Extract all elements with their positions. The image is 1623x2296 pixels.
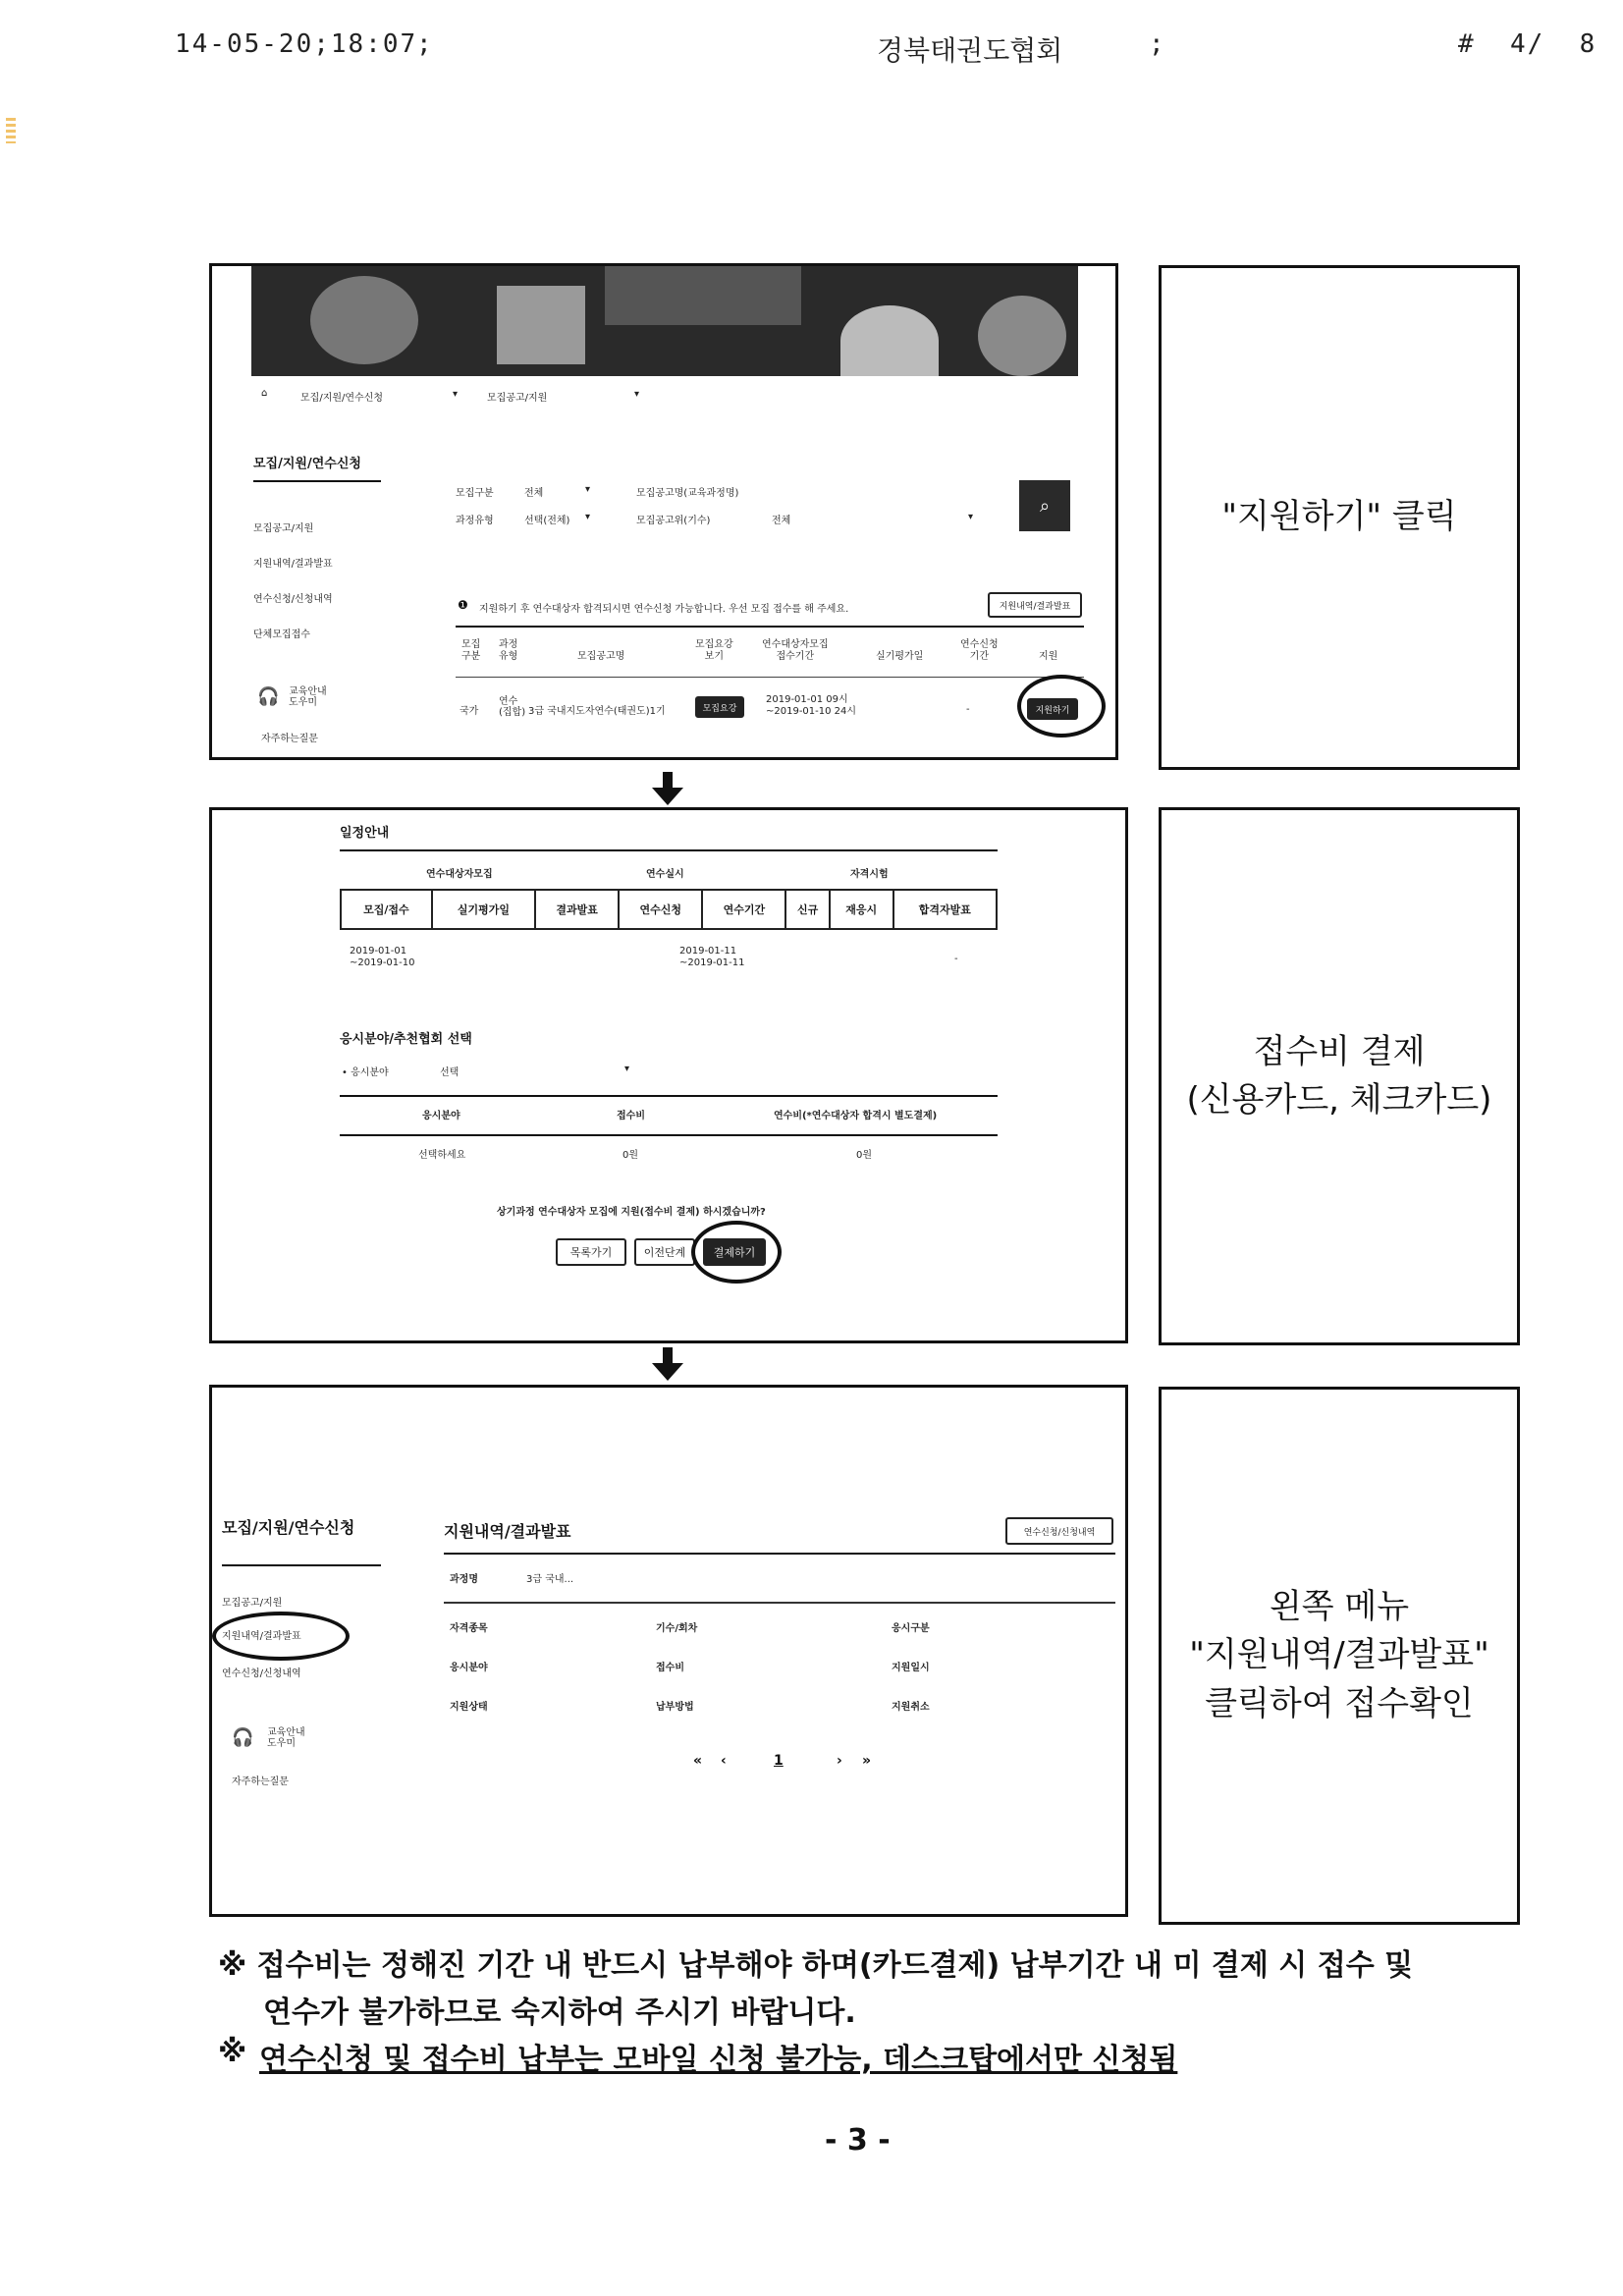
scan-edge-mark: [6, 118, 16, 143]
fee-header: 응시분야: [422, 1111, 460, 1121]
select-label: • 응시분야: [342, 1067, 389, 1078]
filter-label: 과정유형: [456, 516, 494, 526]
chevron-down-icon: ▾: [968, 512, 974, 522]
pager-last[interactable]: »: [862, 1753, 872, 1769]
fax-timestamp: 14-05-20;18:07: [175, 29, 418, 59]
schedule-title: 일정안내: [340, 826, 390, 841]
schedule-col: 재응시: [830, 890, 893, 929]
search-icon: ⌕: [1039, 495, 1051, 517]
table-header: 지원: [1039, 651, 1058, 662]
course-rule: [444, 1602, 1115, 1604]
filter-label: 모집공고위(기수): [636, 516, 711, 526]
sidebar-item-group[interactable]: 단체모집접수: [253, 629, 310, 640]
table-header: 모집요강 보기: [695, 639, 733, 662]
schedule-col: 합격자발표: [893, 890, 997, 929]
table-header: 실기평가일: [876, 651, 924, 662]
row-course-name[interactable]: 3급 국내지도자연수(태권도)1기: [528, 706, 666, 717]
table-header: 연수대상자모집 접수기간: [762, 639, 829, 662]
fee-value: 0원: [622, 1150, 639, 1161]
sidebar-divider: [253, 480, 381, 482]
page-title: 지원내역/결과발표: [444, 1522, 571, 1541]
footer-note-line3: 연수신청 및 접수비 납부는 모바일 신청 불가능, 데스크탑에서만 신청됨: [259, 2043, 1178, 2077]
list-button[interactable]: 목록가기: [556, 1238, 626, 1266]
pager-next[interactable]: ›: [837, 1753, 842, 1769]
field-label: 접수비: [656, 1663, 684, 1673]
section-title: 응시분야/추천협회 선택: [340, 1032, 472, 1047]
table-header: 모집공고명: [577, 651, 625, 662]
row-period: 2019-01-01 09시 ~2019-01-10 24시: [766, 694, 857, 717]
step3-note-text: 왼쪽 메뉴 "지원내역/결과발표" 클릭하여 접수확인: [1189, 1587, 1489, 1723]
footer-note-line2: 연수가 불가하므로 숙지하여 주시기 바랍니다.: [263, 1995, 856, 2030]
sidebar-title: 모집/지원/연수신청: [253, 457, 361, 471]
row-course-type: 연수 (집합): [499, 696, 526, 718]
chevron-down-icon: ▾: [624, 1064, 630, 1074]
step3-note: [1159, 1387, 1520, 1925]
fee-header: 연수비(*연수대상자 합격시 별도결제): [774, 1111, 938, 1121]
apply-button[interactable]: 지원하기: [1027, 698, 1078, 720]
step2-note: [1159, 807, 1520, 1345]
footer-note-mark: ※: [218, 2035, 247, 2069]
fax-separator: ;: [416, 29, 434, 59]
schedule-col: 연수기간: [702, 890, 785, 929]
sidebar-item-history[interactable]: 지원내역/결과발표: [253, 559, 333, 570]
field-label: 과정명: [450, 1574, 478, 1585]
help-label[interactable]: 교육안내 도우미: [289, 686, 327, 708]
step2-screenshot: [209, 807, 1128, 1343]
filter-select[interactable]: 전체: [524, 488, 544, 499]
pay-button[interactable]: 결제하기: [703, 1238, 766, 1266]
recruit-dates: 2019-01-01 ~2019-01-10: [350, 946, 415, 968]
table-header-rule: [456, 677, 1084, 678]
faq-link[interactable]: 자주하는질문: [232, 1777, 289, 1787]
schedule-table: [340, 889, 998, 930]
table-header: 모집 구분: [461, 639, 481, 662]
page-number: - 3 -: [825, 2123, 891, 2158]
banner-image: [251, 266, 1078, 376]
schedule-rule: [340, 849, 998, 851]
arrow-down-icon: [652, 788, 683, 805]
confirm-text: 상기과정 연수대상자 모집에 지원(접수비 결제) 하시겠습니까?: [497, 1207, 766, 1218]
sidebar-divider: [222, 1564, 381, 1566]
breadcrumb-item[interactable]: 모집공고/지원: [487, 393, 548, 404]
chevron-down-icon: ▾: [585, 512, 591, 522]
filter-label: 모집공고명(교육과정명): [636, 488, 739, 499]
fax-page-count: # 4/ 8: [1458, 29, 1597, 59]
pager-prev[interactable]: ‹: [721, 1753, 727, 1769]
step1-note-text: "지원하기" 클릭: [1221, 497, 1457, 537]
table-header: 과정 유형: [499, 639, 518, 662]
fee-rule: [340, 1134, 998, 1136]
home-icon[interactable]: ⌂: [261, 388, 268, 399]
schedule-col: 실기평가일: [432, 890, 535, 929]
help-label[interactable]: 교육안내 도우미: [267, 1727, 305, 1749]
row-type: 국가: [460, 706, 479, 717]
table-top-rule: [456, 626, 1084, 628]
fee-value: 선택하세요: [418, 1150, 466, 1161]
schedule-group: 연수실시: [646, 869, 684, 880]
chevron-down-icon: ▾: [634, 389, 640, 400]
highlight-circle: [1017, 675, 1106, 738]
breadcrumb-separator-icon: ▾: [453, 389, 459, 400]
field-label: 자격종목: [450, 1623, 488, 1634]
breadcrumb-item[interactable]: 모집/지원/연수신청: [300, 393, 384, 404]
arrow-down-icon: [652, 1363, 683, 1381]
sidebar-item-training[interactable]: 연수신청/신청내역: [253, 594, 333, 605]
faq-link[interactable]: 자주하는질문: [261, 734, 318, 744]
headset-icon: 🎧: [232, 1727, 254, 1748]
exam-dash: -: [954, 954, 958, 964]
search-button[interactable]: [1019, 480, 1070, 531]
sidebar-item-history[interactable]: 지원내역/결과발표: [222, 1631, 301, 1642]
history-button[interactable]: 지원내역/결과발표: [988, 592, 1082, 618]
footer-note-line1: ※ 접수비는 정해진 기간 내 반드시 납부해야 하며(카드결제) 납부기간 내 미 결제 시 접수 및: [218, 1948, 1414, 1983]
fax-sender: 경북태권도협회: [877, 34, 1063, 67]
sidebar-item-recruit[interactable]: 모집공고/지원: [222, 1598, 283, 1609]
chevron-down-icon: ▾: [585, 484, 591, 495]
schedule-group: 연수대상자모집: [426, 869, 493, 880]
field-select[interactable]: 선택: [440, 1067, 460, 1078]
field-label: 응시분야: [450, 1663, 488, 1673]
info-icon: ❶: [458, 598, 468, 612]
field-label: 지원상태: [450, 1702, 488, 1713]
notice-text: 지원하기 후 연수대상자 합격되시면 연수신청 가능합니다. 우선 모집 접수를 해 주세요.: [479, 604, 849, 615]
schedule-col: 모집/접수: [341, 890, 432, 929]
training-history-button[interactable]: 연수신청/신청내역: [1005, 1517, 1113, 1545]
fax-separator: ;: [1149, 29, 1166, 59]
field-value: 3급 국내...: [526, 1574, 574, 1585]
filter-label: 모집구분: [456, 488, 494, 499]
highlight-circle: [691, 1221, 782, 1284]
field-label: 기수/회차: [656, 1623, 698, 1634]
prev-button[interactable]: 이전단계: [634, 1238, 695, 1266]
sidebar-item-recruit[interactable]: 모집공고/지원: [253, 523, 314, 534]
field-label: 지원취소: [892, 1702, 930, 1713]
row-exam-date: -: [966, 704, 970, 715]
table-row: [341, 890, 997, 929]
filter-select[interactable]: 선택(전체): [524, 516, 570, 526]
pager-page[interactable]: 1: [774, 1753, 784, 1769]
table-row: [456, 683, 1084, 741]
pager-first[interactable]: «: [693, 1753, 703, 1769]
fee-rule: [340, 1095, 998, 1097]
schedule-col: 연수신청: [619, 890, 702, 929]
schedule-col: 신규: [785, 890, 829, 929]
filter-select[interactable]: 전체: [772, 516, 791, 526]
step2-note-text: 접수비 결제 (신용카드, 체크카드): [1186, 1031, 1492, 1120]
sidebar-title: 모집/지원/연수신청: [222, 1518, 355, 1537]
field-label: 지원일시: [892, 1663, 930, 1673]
headset-icon: 🎧: [257, 686, 280, 707]
field-label: 응시구분: [892, 1623, 930, 1634]
field-label: 납부방법: [656, 1702, 694, 1713]
step1-note: [1159, 265, 1520, 770]
title-rule: [444, 1553, 1115, 1555]
fee-header: 접수비: [617, 1111, 645, 1121]
sidebar-item-training[interactable]: 연수신청/신청내역: [222, 1668, 301, 1679]
fee-value: 0원: [856, 1150, 873, 1161]
schedule-group: 자격시험: [850, 869, 889, 880]
table-header: 연수신청 기간: [960, 639, 999, 662]
schedule-col: 결과발표: [535, 890, 619, 929]
highlight-circle: [212, 1612, 350, 1661]
training-dates: 2019-01-11 ~2019-01-11: [679, 946, 745, 968]
step1-screenshot: [209, 263, 1118, 760]
step3-screenshot: [209, 1385, 1128, 1917]
guide-button[interactable]: 모집요강: [695, 696, 744, 718]
